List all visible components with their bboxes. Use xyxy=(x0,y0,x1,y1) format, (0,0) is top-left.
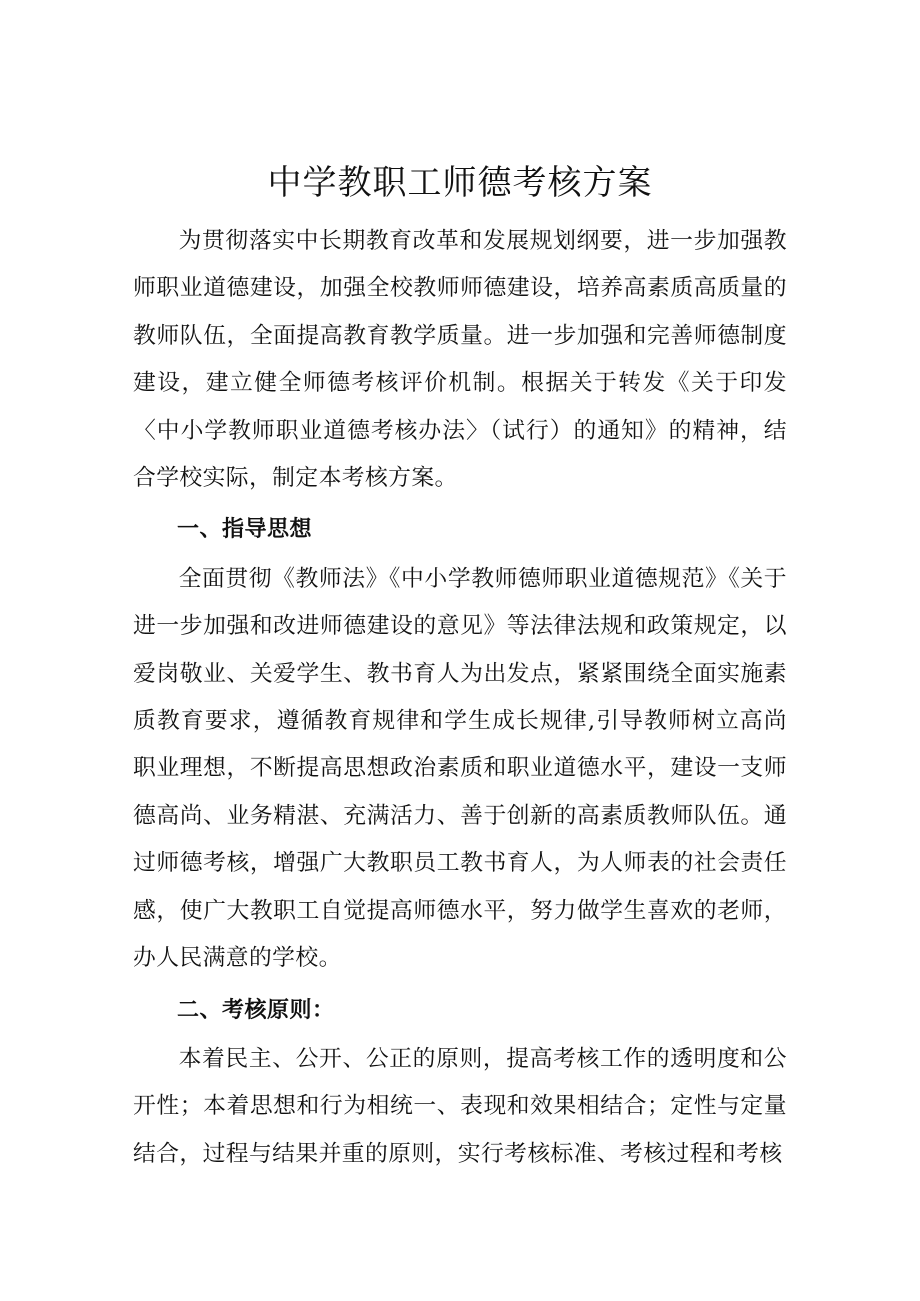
document-body xyxy=(133,218,787,1178)
guiding-ideology-paragraph: 全面贯彻《教师法》《中小学教师德师职业道德规范》《关于进一步加强和改进师德建设的意见》等法律法规和政策规定，以爱岗敬业、关爱学生、教书育人为出发点，紧紧围绕全面实施素质教育要求，遵循教育规律和学生成长规律,引导教师树立高尚职业理想，不断提高思想政治素质和职业道德水平，建设一支师德高尚、业务精湛、充满活力、善于创新的高素质教师队伍。通过师德考核，增强广大教职员工教书育人，为人师表的社会责任感，使广大教职工自觉提高师德水平，努力做学生喜欢的老师，办人民满意的学校。 xyxy=(133,565,787,972)
section-heading-guiding-ideology: 一、指导思想 xyxy=(177,517,313,543)
intro-paragraph: 为贯彻落实中长期教育改革和发展规划纲要，进一步加强教师职业道德建设，加强全校教师师德建设，培养高素质高质量的教师队伍，全面提高教育教学质量。进一步加强和完善师德制度建设，建立健全师德考核评价机制。根据关于转发《关于印发〈中小学教师职业道德考核办法〉（试行）的通知》的精神，结合学校实际，制定本考核方案。 xyxy=(133,228,787,492)
document-title: 中学教职工师德考核方案 xyxy=(267,162,653,203)
section-heading-assessment-principles: 二、考核原则： xyxy=(177,997,335,1023)
assessment-principles-paragraph: 本着民主、公开、公正的原则，提高考核工作的透明度和公开性；本着思想和行为相统一、表现和效果相结合；定性与定量结合，过程与结果并重的原则，实行考核标准、考核过程和考核 xyxy=(133,1045,787,1167)
